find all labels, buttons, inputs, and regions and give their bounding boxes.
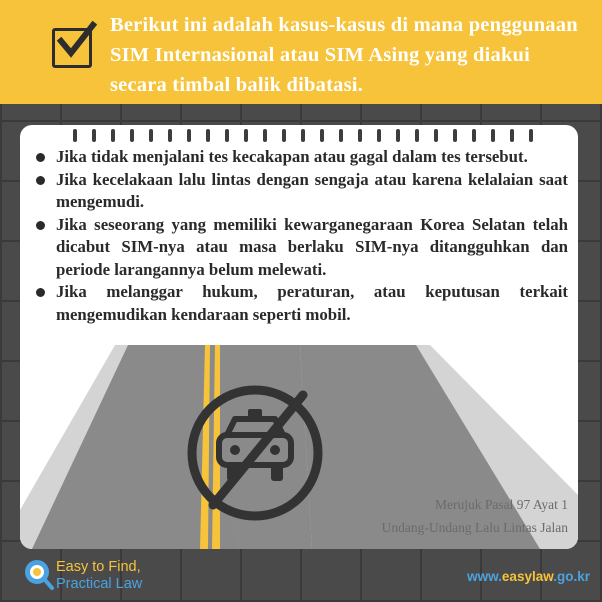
header-banner: [0, 0, 602, 104]
binding-ring: [491, 129, 495, 142]
list-item-text: Jika tidak menjalani tes kecakapan atau gagal dalam tes tersebut.: [56, 147, 528, 166]
bullet-icon: [36, 221, 45, 230]
bullet-icon: [36, 176, 45, 185]
bullet-icon: [36, 288, 45, 297]
list-item-text: Jika kecelakaan lalu lintas dengan sengaja atau karena kelalaian saat mengemudi.: [56, 169, 568, 211]
binding-ring: [187, 129, 191, 142]
list-item-text: Jika melanggar hukum, peraturan, atau keputusan terkait mengemudikan kendaraan seperti mobil.: [56, 282, 568, 324]
logo-line-1: Easy to Find,: [56, 559, 141, 575]
binding-ring: [320, 129, 324, 142]
list-item: [34, 214, 568, 282]
binding-ring: [472, 129, 476, 142]
no-car-prohibition-icon: [175, 373, 335, 533]
spiral-binding: [20, 125, 578, 145]
logo-line-2: Practical Law: [56, 576, 143, 592]
binding-ring: [168, 129, 172, 142]
binding-ring: [92, 129, 96, 142]
citation-line-1: Merujuk Pasal 97 Ayat 1: [435, 497, 568, 512]
binding-ring: [434, 129, 438, 142]
binding-ring: [206, 129, 210, 142]
list-item: [34, 146, 568, 169]
checkbox-icon: [52, 28, 92, 68]
binding-ring: [415, 129, 419, 142]
restriction-list: [34, 146, 568, 326]
url-suffix: .go.kr: [553, 569, 590, 584]
binding-ring: [339, 129, 343, 142]
citation-line-2: Undang-Undang Lalu Lintas Jalan: [381, 520, 568, 535]
magnifier-logo-icon: [22, 557, 54, 591]
binding-ring: [396, 129, 400, 142]
bullet-icon: [36, 153, 45, 162]
binding-ring: [130, 129, 134, 142]
list-item: [34, 281, 568, 326]
url-highlight-law: law: [531, 569, 554, 584]
website-url[interactable]: [467, 569, 590, 584]
binding-ring: [263, 129, 267, 142]
binding-ring: [244, 129, 248, 142]
binding-ring: [358, 129, 362, 142]
legal-citation: [382, 493, 568, 539]
url-highlight-easy: easy: [501, 569, 532, 584]
binding-ring: [282, 129, 286, 142]
list-item: [34, 169, 568, 214]
binding-ring: [377, 129, 381, 142]
binding-ring: [453, 129, 457, 142]
binding-ring: [111, 129, 115, 142]
binding-ring: [510, 129, 514, 142]
binding-ring: [529, 129, 533, 142]
binding-ring: [225, 129, 229, 142]
binding-ring: [149, 129, 153, 142]
info-card: [20, 125, 578, 549]
easylaw-logo: [22, 557, 172, 597]
binding-ring: [73, 129, 77, 142]
list-item-text: Jika seseorang yang memiliki kewarganegaraan Korea Selatan telah dicabut SIM-nya atau masa berlaku SIM-nya ditangguhkan dan periode larangannya belum melewati.: [56, 214, 568, 279]
url-prefix: www.: [467, 569, 502, 584]
header-title: Berikut ini adalah kasus-kasus di mana penggunaan SIM Internasional atau SIM Asing yang diakui secara timbal balik dibatasi.: [110, 14, 578, 96]
binding-ring: [301, 129, 305, 142]
